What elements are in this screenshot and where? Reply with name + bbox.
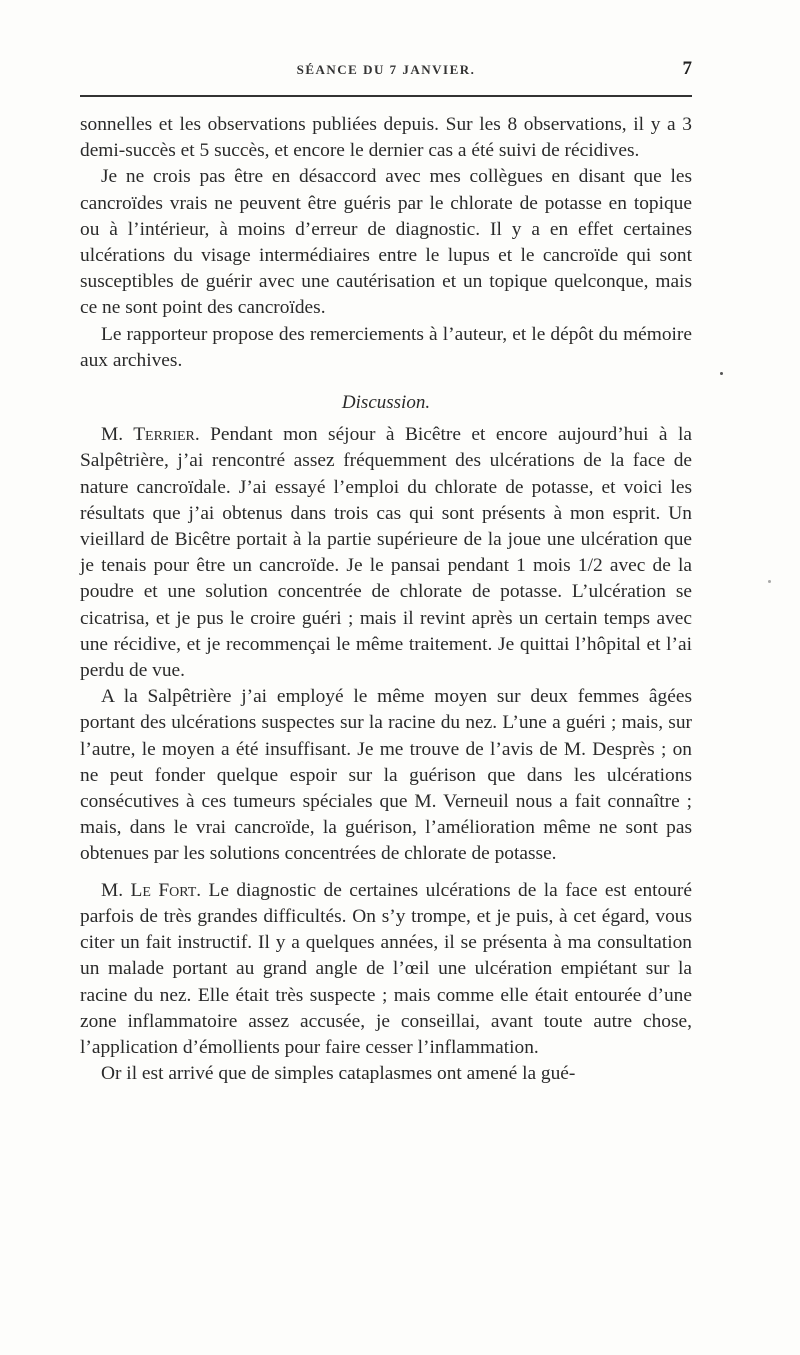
page-body	[80, 112, 692, 1087]
section-heading: Discussion.	[341, 392, 431, 414]
paragraph: Le rapporteur propose des remerciements à l’auteur, et le dépôt du mémoire aux archives.	[80, 323, 692, 371]
paragraph: A la Salpêtrière j’ai employé le même moyen sur deux femmes âgées portant des ulcérations suspectes sur la racine du nez. L’une a guéri ; mais, sur l’autre, le moyen a été insuffisant. Je me trouve de l’avis de M. Desprès ; on ne peut fonder quelque espoir sur la guérison que dans les ulcérations consécutives à ces tumeurs spéciales que M. Verneuil nous a fait connaître ; mais, dans le vrai cancroïde, la guérison, l’amélioration même ne sont pas obtenues par les solutions concentrées de chlorate de potasse.	[80, 686, 692, 865]
speaker-name: M. Le Fort.	[101, 879, 202, 901]
speaker-name: M. Terrier.	[101, 424, 200, 446]
paragraph: Je ne crois pas être en désaccord avec mes collègues en disant que les cancroïdes vrais ne peuvent être guéris par le chlorate de potasse en topique ou à l’intérieur, à moins d’erreur de diagnostic. Il y a en effet certaines ulcérations du visage intermédiaires entre le lupus et le cancroïde qui sont susceptibles de guérir avec une cautérisation et un topique quelconque, mais ce ne sont point des cancroïdes.	[80, 166, 692, 319]
page-number: 7	[682, 58, 692, 79]
paragraph: sonnelles et les observations publiées depuis. Sur les 8 observations, il y a 3 demi-succès et 5 succès, et encore le dernier cas a été suivi de récidives.	[80, 114, 692, 162]
paragraph	[80, 878, 692, 1061]
margin-speck	[720, 372, 723, 375]
paragraph	[80, 422, 692, 684]
running-head: SÉANCE DU 7 JANVIER.	[296, 62, 476, 77]
paragraph-text: Le diagnostic de certaines ulcérations de la face est entouré parfois de très grandes difficultés. On s’y trompe, et je puis, à cet égard, vous citer un fait instructif. Il y a quelques années, il se présenta à ma consultation un malade portant au grand angle de l’œil une ulcération empiétant sur la racine du nez. Elle était très suspecte ; mais comme elle était entourée d’une zone inflammatoire assez accusée, je conseillai, avant toute autre chose, l’application d’émollients pour faire cesser l’inflammation.	[80, 879, 692, 1058]
paragraph-text: Pendant mon séjour à Bicêtre et encore aujourd’hui à la Salpêtrière, j’ai rencontré assez fréquemment des ulcérations de la face de nature cancroïdale. J’ai essayé l’emploi du chlorate de potasse, et voici les résultats que j’ai obtenus dans trois cas qui sont présents à mon esprit. Un vieillard de Bicêtre portait à la partie supérieure de la joue une ulcération que je tenais pour être un cancroïde. Je le pansai pendant 1 mois 1/2 avec de la poudre et une solution concentrée de chlorate de potasse. L’ulcération se cicatrisa, et je pus le croire guéri ; mais il revint après un certain temps avec une récidive, et je recommençai le même traitement. Je quittai l’hôpital et l’ai perdu de vue.	[80, 424, 692, 682]
page-header	[80, 58, 692, 82]
paragraph: Or il est arrivé que de simples cataplasmes ont amené la gué-	[101, 1063, 576, 1085]
margin-speck	[768, 580, 771, 583]
header-rule	[80, 95, 692, 97]
